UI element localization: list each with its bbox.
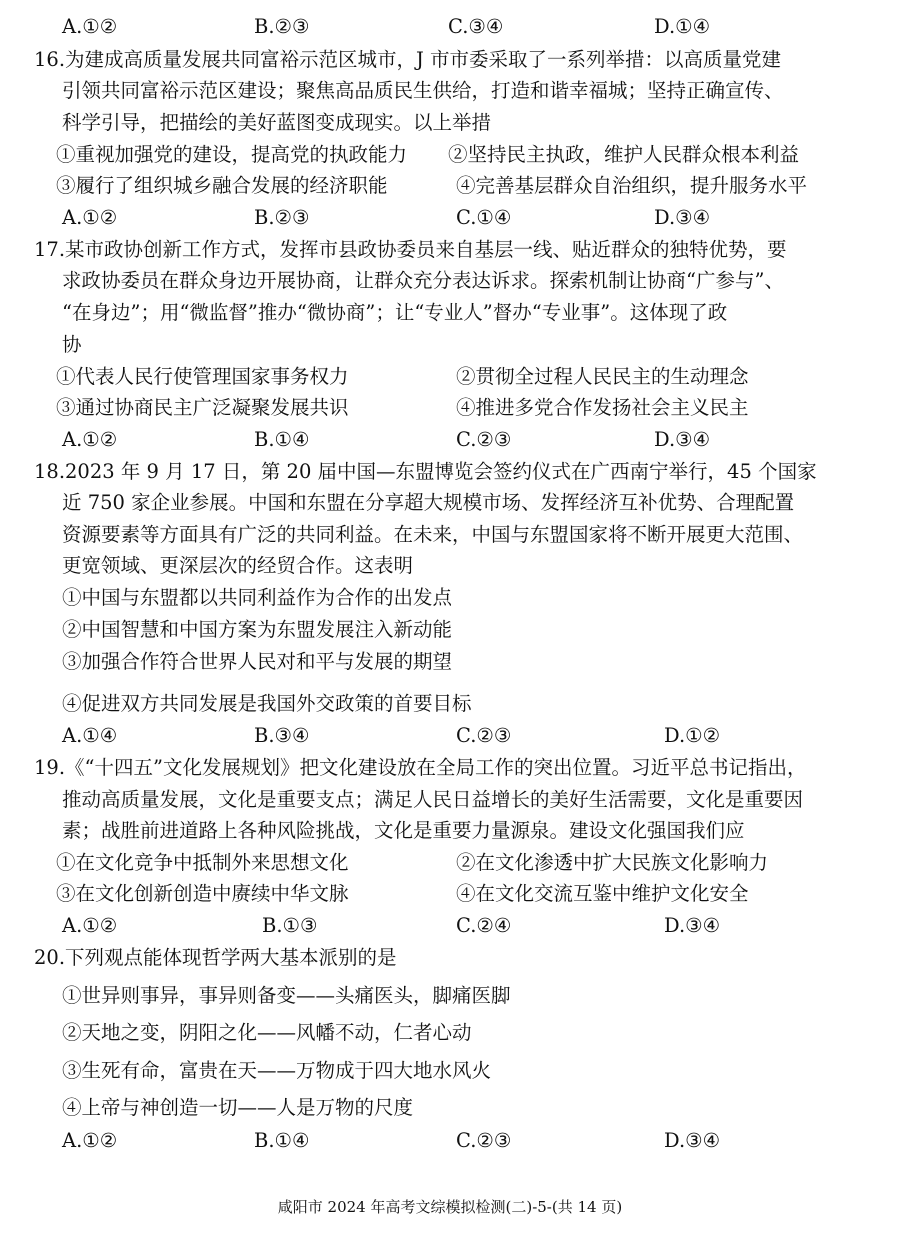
q17-item: ④推进多党合作发扬社会主义民主 [456, 396, 749, 419]
q20-option-d: D.③④ [664, 1129, 721, 1152]
q17-stem-line: 求政协委员在群众身边开展协商，让群众充分表达诉求。探索机制让协商“广参与”、 [62, 269, 784, 292]
q17-option-c: C.②③ [456, 428, 512, 451]
q19-option-d: D.③④ [664, 914, 721, 937]
q15-option-b: B.②③ [254, 15, 310, 38]
q19-stem-line: 19.《“十四五”文化发展规划》把文化建设放在全局工作的突出位置。习近平总书记指出， [34, 756, 807, 779]
q18-option-d: D.①② [664, 724, 721, 747]
q17-stem-line: 17.某市政协创新工作方式，发挥市县政协委员来自基层一线、贴近群众的独特优势，要 [34, 238, 787, 261]
q20-option-a: A.①② [62, 1129, 118, 1152]
q17-item: ①代表人民行使管理国家事务权力 [56, 365, 349, 388]
q17-option-a: A.①② [62, 428, 118, 451]
q20-item: ④上帝与神创造一切——人是万物的尺度 [62, 1096, 414, 1119]
q18-stem-line: 18.2023 年 9 月 17 日，第 20 届中国—东盟博览会签约仪式在广西南宁举行，45 个国家 [34, 460, 817, 483]
q18-item: ④促进双方共同发展是我国外交政策的首要目标 [62, 692, 472, 715]
q15-option-a: A.①② [62, 15, 118, 38]
q18-stem-line: 更宽领域、更深层次的经贸合作。这表明 [62, 554, 414, 577]
q18-stem-line: 近 750 家企业参展。中国和东盟在分享超大规模市场、发挥经济互补优势、合理配置 [62, 491, 795, 514]
q16-stem-line: 科学引导，把描绘的美好蓝图变成现实。以上举措 [62, 111, 492, 134]
q18-item: ③加强合作符合世界人民对和平与发展的期望 [62, 650, 453, 673]
q19-option-c: C.②④ [456, 914, 512, 937]
q20-item: ③生死有命，富贵在天——万物成于四大地水风火 [62, 1059, 492, 1082]
q17-stem-line: 协 [62, 333, 82, 356]
q16-option-b: B.②③ [254, 206, 310, 229]
q19-option-a: A.①② [62, 914, 118, 937]
q18-option-b: B.③④ [254, 724, 310, 747]
q16-option-c: C.①④ [456, 206, 512, 229]
q20-stem-line: 20.下列观点能体现哲学两大基本派别的是 [34, 946, 397, 969]
q18-option-c: C.②③ [456, 724, 512, 747]
q19-stem-line: 素；战胜前进道路上各种风险挑战，文化是重要力量源泉。建设文化强国我们应 [62, 819, 745, 842]
q16-item: ①重视加强党的建设，提高党的执政能力 [56, 143, 408, 166]
q18-item: ②中国智慧和中国方案为东盟发展注入新动能 [62, 618, 453, 641]
q19-item: ①在文化竞争中抵制外来思想文化 [56, 851, 349, 874]
q16-item: ③履行了组织城乡融合发展的经济职能 [56, 174, 388, 197]
q17-stem-line: “在身边”；用“微监督”推办“微协商”；让“专业人”督办“专业事”。这体现了政 [62, 301, 728, 324]
q18-item: ①中国与东盟都以共同利益作为合作的出发点 [62, 586, 453, 609]
q19-option-b: B.①③ [262, 914, 318, 937]
q20-item: ②天地之变，阴阳之化——风幡不动，仁者心动 [62, 1021, 472, 1044]
q15-option-d: D.①④ [654, 15, 711, 38]
q18-option-a: A.①④ [62, 724, 118, 747]
q16-stem-line: 引领共同富裕示范区建设；聚焦高品质民生供给，打造和谐幸福城；坚持正确宣传、 [62, 79, 784, 102]
q20-option-b: B.①④ [254, 1129, 310, 1152]
q20-item: ①世异则事异，事异则备变——头痛医头，脚痛医脚 [62, 984, 511, 1007]
q16-item: ②坚持民主执政，维护人民群众根本利益 [448, 143, 800, 166]
q19-item: ③在文化创新创造中赓续中华文脉 [56, 882, 349, 905]
q16-option-a: A.①② [62, 206, 118, 229]
q19-item: ②在文化渗透中扩大民族文化影响力 [456, 851, 769, 874]
page-footer: 咸阳市 2024 年高考文综模拟检测(二)-5-(共 14 页) [277, 1198, 623, 1216]
q16-item: ④完善基层群众自治组织，提升服务水平 [456, 174, 808, 197]
q17-item: ②贯彻全过程人民民主的生动理念 [456, 365, 749, 388]
q20-option-c: C.②③ [456, 1129, 512, 1152]
q16-stem-line: 16.为建成高质量发展共同富裕示范区城市，J 市市委采取了一系列举措：以高质量党建 [34, 48, 782, 71]
q17-option-d: D.③④ [654, 428, 711, 451]
q17-option-b: B.①④ [254, 428, 310, 451]
q17-item: ③通过协商民主广泛凝聚发展共识 [56, 396, 349, 419]
q19-item: ④在文化交流互鉴中维护文化安全 [456, 882, 749, 905]
q19-stem-line: 推动高质量发展，文化是重要支点；满足人民日益增长的美好生活需要，文化是重要因 [62, 788, 804, 811]
q16-option-d: D.③④ [654, 206, 711, 229]
q15-option-c: C.③④ [448, 15, 504, 38]
q18-stem-line: 资源要素等方面具有广泛的共同利益。在未来，中国与东盟国家将不断开展更大范围、 [62, 523, 804, 546]
